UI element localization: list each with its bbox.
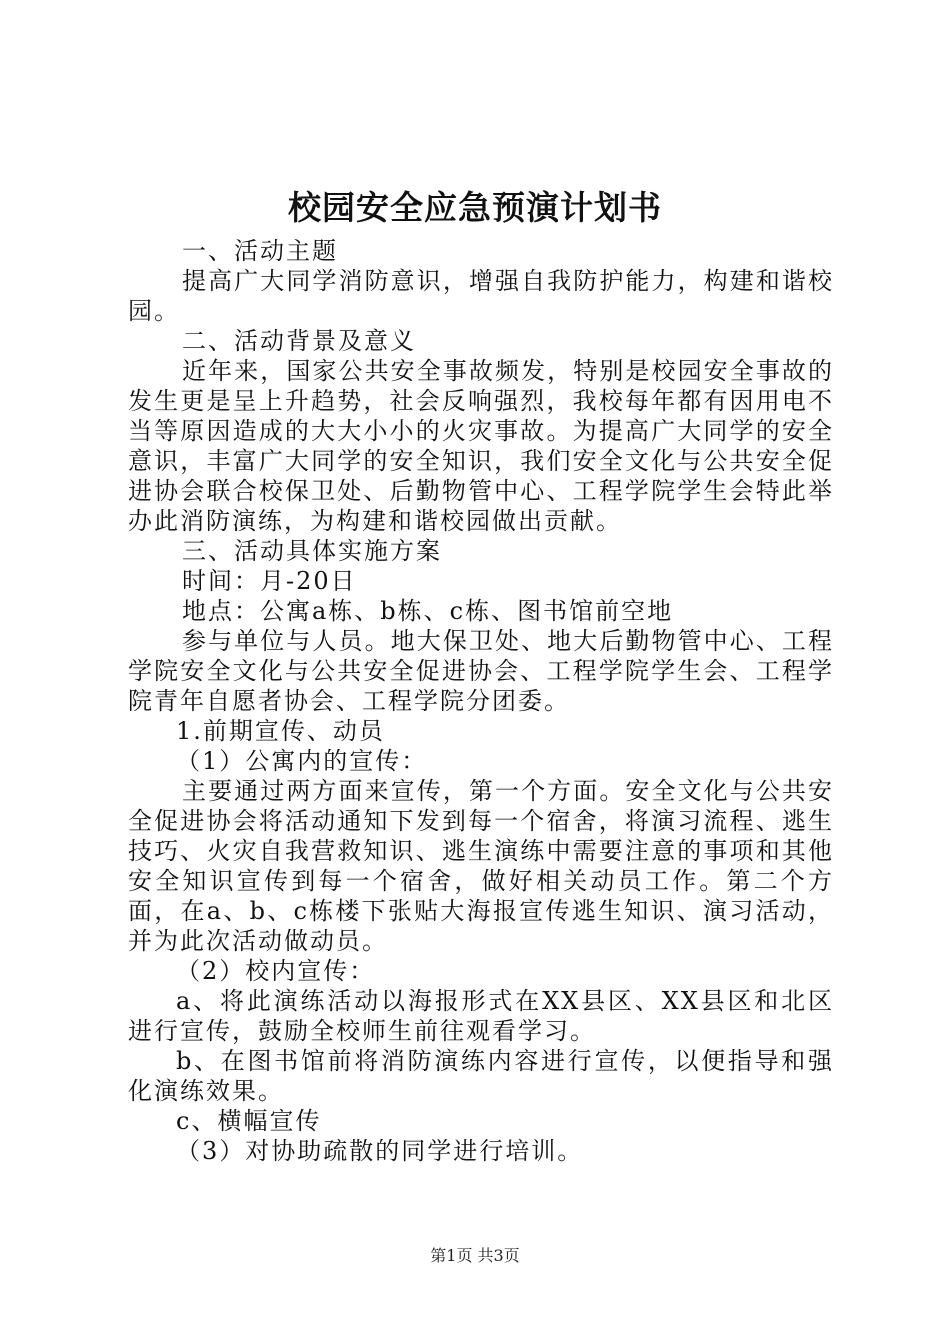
subheading-dorm-publicity: （1）公寓内的宣传： xyxy=(176,747,428,775)
subheading-publicity: 1.前期宣传、动员 xyxy=(176,717,385,745)
paragraph-item-b: b、在图书馆前将消防演练内容进行宣传，以便指导和强化演练效果。 xyxy=(128,1047,834,1105)
section-heading-plan: 三、活动具体实施方案 xyxy=(182,537,442,565)
paragraph-dorm-publicity: 主要通过两方面来宣传，第一个方面。安全文化与公共安全促进协会将活动通知下发到每一个宿舍，将演习流程、逃生技巧、火灾自我营救知识、逃生演练中需要注意的事项和其他安全知识宣传到每一个宿舍，做好相关动员工作。第二个方面，在a、b、c栋楼下张贴大海报宣传逃生知识、演习活动，并为此次活动做动员。 xyxy=(128,777,834,955)
section-heading-background: 二、活动背景及意义 xyxy=(182,327,416,355)
paragraph-theme: 提高广大同学消防意识，增强自我防护能力，构建和谐校园。 xyxy=(128,267,834,325)
paragraph-participants: 参与单位与人员。地大保卫处、地大后勤物管中心、工程学院安全文化与公共安全促进协会、工程学院学生会、工程学院青年自愿者协会、工程学院分团委。 xyxy=(128,627,834,715)
paragraph-item-a: a、将此演练活动以海报形式在XX县区、XX县区和北区进行宣传，鼓励全校师生前往观看学习。 xyxy=(128,987,834,1045)
section-heading-theme: 一、活动主题 xyxy=(182,237,338,265)
document-title: 校园安全应急预演计划书 xyxy=(288,188,662,227)
page-footer: 第1页 共3页 xyxy=(430,1246,520,1265)
document-body xyxy=(128,236,834,1166)
subheading-training: （3）对协助疏散的同学进行培训。 xyxy=(176,1137,584,1165)
paragraph-time: 时间：月-20日 xyxy=(182,567,357,595)
paragraph-location: 地点：公寓a栋、b栋、c栋、图书馆前空地 xyxy=(182,597,674,625)
subheading-campus-publicity: （2）校内宣传： xyxy=(176,957,376,985)
paragraph-item-c: c、横幅宣传 xyxy=(176,1107,322,1135)
paragraph-background: 近年来，国家公共安全事故频发，特别是校园安全事故的发生更是呈上升趋势，社会反响强烈，我校每年都有因用电不当等原因造成的大大小小的火灾事故。为提高广大同学的安全意识，丰富广大同学的安全知识，我们安全文化与公共安全促进协会联合校保卫处、后勤物管中心、工程学院学生会特此举办此消防演练，为构建和谐校园做出贡献。 xyxy=(128,357,834,535)
